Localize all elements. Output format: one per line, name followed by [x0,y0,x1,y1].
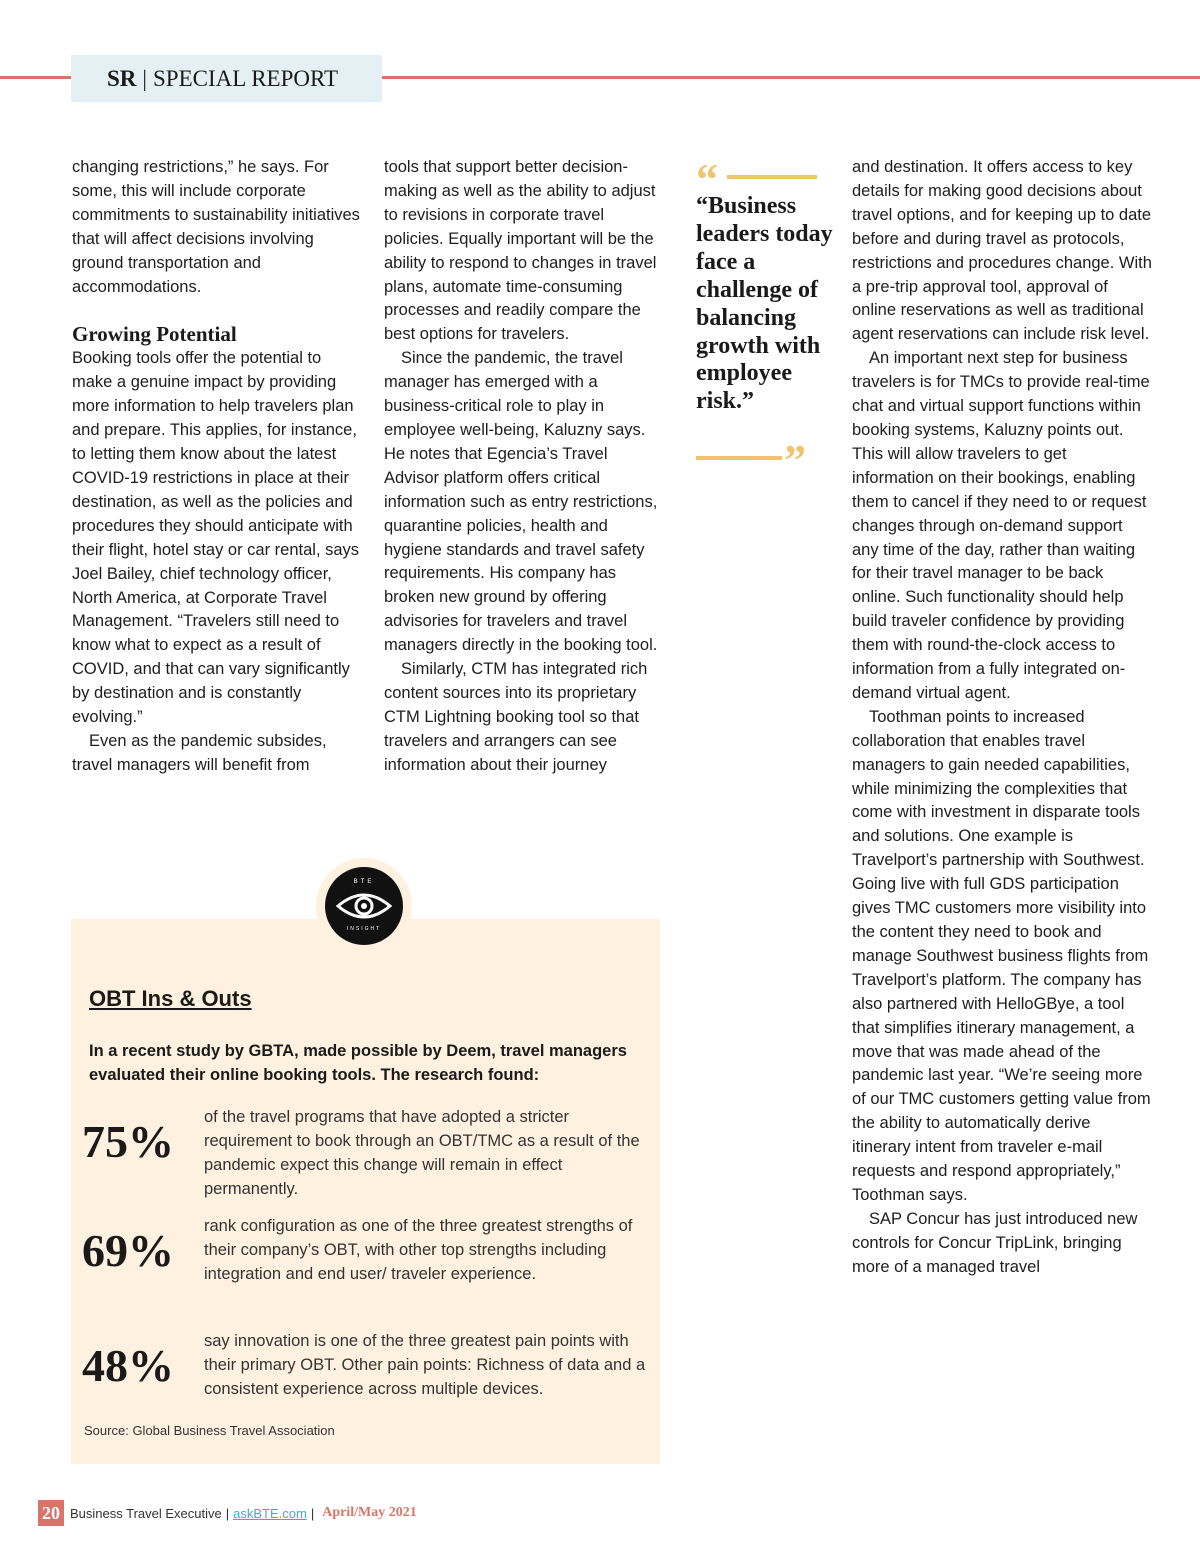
footer-separator: | [310,1505,315,1521]
issue-date: April/May 2021 [322,1505,417,1520]
paragraph: Toothman points to increased collaboration that enables travel managers to gain needed capabilities, while minimizing the complexities that come with investment in disparate tools and solutions. One example is Travelport’s partnership with Southwest. Going live with full GDS participation gives TMC customers more visibility into the content they need to book and manage Southwest business flights from Travelport’s platform. The company has also partnered with HelloGBye, a tool that simplifies itinerary management, a move that was made ahead of the pandemic last year. “We’re seeing more of our TMC customers getting value from the ability to automatically derive itinerary intent from traveler e-mail requests and respond appropriately,” Toothman says. [852,707,1151,1204]
paragraph: and destination. It offers access to key details for making good decisions about travel options, and for keeping up to date before and during travel as protocols, restrictions and procedures change. With a pre-trip approval tool, approval of online reservations as well as traditional agent reservations can include risk level. [852,158,1152,344]
paragraph: SAP Concur has just introduced new controls for Concur TripLink, bringing more of a managed travel [852,1209,1138,1276]
sidebar-title: OBT Ins & Outs [89,986,252,1011]
footer-separator: | [225,1505,230,1521]
open-quote-icon: “ [696,155,718,204]
stat-value: 48% [82,1340,174,1391]
source-label: Source: [84,1423,129,1438]
website-link[interactable]: askBTE.com [233,1505,307,1521]
bte-insight-badge [325,867,403,945]
paragraph: Similarly, CTM has integrated rich content sources into its proprietary CTM Lightning booking tool so that travelers and arrangers can see information about their journey [384,660,648,774]
section-abbrev: SR [107,65,137,91]
paragraph: An important next step for business travelers is for TMCs to provide real-time chat and virtual support functions within booking systems, Kaluzny points out. This will allow travelers to get information on their bookings, enabling them to cancel if they need to or request changes through on-demand support any time of the day, rather than waiting for their travel manager to be back online. Such functionality should help build traveler confidence by providing them with round-the-clock access to information from a fully integrated on-demand virtual agent. [852,349,1150,702]
page-footer [38,1500,417,1526]
section-header [71,55,382,102]
publication-name: Business Travel Executive [70,1505,222,1521]
stat-description: rank configuration as one of the three greatest strengths of their company’s OBT, with other top strengths including integration and end user/ traveler experience. [204,1217,633,1283]
pullquote-rule-bottom [696,456,782,460]
badge-top-text: BTE [353,879,375,885]
paragraph: tools that support better decision-making as well as the ability to adjust to revisions in corporate travel policies. Equally important will be the ability to respond to changes in travel plans, automate time-consuming processes and readily compare the best options for travelers. [384,158,657,344]
sidebar-intro: In a recent study by GBTA, made possible by Deem, travel managers evaluated their online booking tools. The research found: [89,1042,627,1084]
article-column-4 [852,156,1152,1280]
close-quote-icon: ” [784,436,806,485]
page-number: 20 [38,1500,64,1526]
paragraph: Booking tools offer the potential to make a genuine impact by providing more information to help travelers plan and prepare. This applies, for instance, to letting them know about the latest COVID-19 restrictions in place at their destination, as well as the policies and procedures they should anticipate with their flight, hotel stay or car rental, says Joel Bailey, chief technology officer, North America, at Corporate Travel Management. “Travelers still need to know what to expect as a result of COVID, and that can vary significantly by destination and is constantly evolving.” [72,349,360,727]
stat-description: say innovation is one of the three greatest pain points with their primary OBT. Other pain points: Richness of data and a consistent experience across multiple devices. [204,1332,646,1398]
pull-quote: “Business leaders today face a challenge of balancing growth with employee risk.” [696,193,833,415]
source-text: Global Business Travel Association [132,1423,335,1438]
header-rule-right [382,76,1200,79]
stat-description: of the travel programs that have adopted a stricter requirement to book through an OBT/TMC as a result of the pandemic expect this change will remain in effect permanently. [204,1108,640,1198]
badge-bottom-text: INSIGHT [346,926,382,932]
subheading: Growing Potential [72,322,237,347]
stat-value: 69% [82,1225,174,1276]
eye-icon [336,890,392,922]
sidebar-source [84,1423,335,1438]
paragraph: Even as the pandemic subsides, travel managers will benefit from [72,731,327,774]
section-title: SPECIAL REPORT [153,65,339,91]
paragraph: Since the pandemic, the travel manager has emerged with a business-critical role to play in employee well-being, Kaluzny says. He notes that Egencia’s Travel Advisor platform offers critical information such as entry restrictions, quarantine policies, health and hygiene standards and travel safety requirements. His company has broken new ground by offering advisories for travelers and travel managers directly in the booking tool. [384,349,658,655]
article-column-2 [384,156,664,778]
article-column-1 [72,156,364,778]
pullquote-rule-top [727,175,817,179]
section-separator: | [142,65,148,91]
stat-value: 75% [82,1116,174,1167]
paragraph: changing restrictions,” he says. For some, this will include corporate commitments to sustainability initiatives that will affect decisions involving ground transportation and accommodations. [72,158,360,296]
header-rule-left [0,76,72,79]
